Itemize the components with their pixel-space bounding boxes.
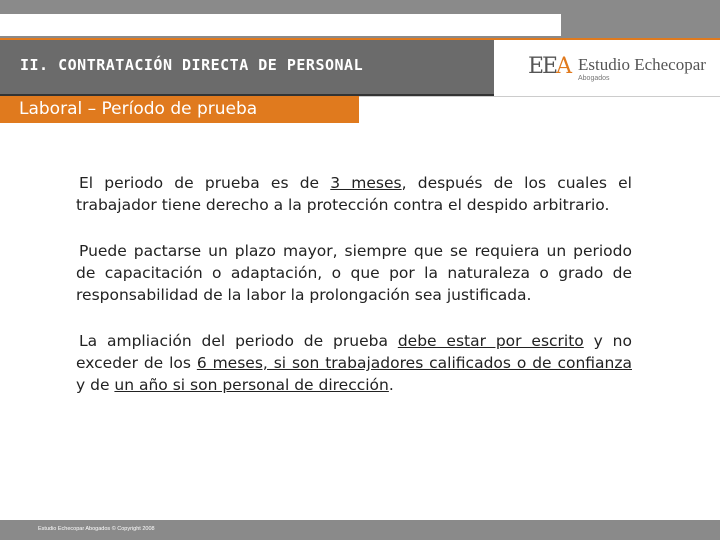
paragraph-1: El periodo de prueba es de 3 meses, después de los cuales el trabajador tiene derecho a la protección contra el despido arbitrario.: [76, 174, 632, 214]
logo: [494, 40, 720, 96]
paragraph-2: Puede pactarse un plazo mayor, siempre que se requiera un periodo de capacitación o adaptación, o que por la naturaleza o grado de responsabilidad de la labor la prolongación sea justificada.: [76, 242, 632, 304]
logo-mark-icon: EEA: [528, 54, 571, 79]
logo-name: Estudio Echecopar: [578, 55, 706, 74]
subtitle-bar: [0, 96, 359, 123]
paragraph-3: La ampliación del periodo de prueba debe estar por escrito y no exceder de los 6 meses, si son trabajadores calificados o de confianza y de un año si son personal de dirección.: [76, 332, 632, 394]
footer-bar: [0, 520, 720, 540]
section-subtitle: Laboral – Período de prueba: [19, 99, 258, 119]
top-white-band: [0, 14, 561, 36]
page-title: II. CONTRATACIÓN DIRECTA DE PERSONAL: [20, 56, 364, 74]
footer-copyright: Estudio Echecopar Abogados © Copyright 2008: [38, 526, 155, 532]
content-body: [76, 172, 632, 420]
title-box: [0, 40, 494, 96]
logo-subtitle: Abogados: [578, 75, 610, 82]
